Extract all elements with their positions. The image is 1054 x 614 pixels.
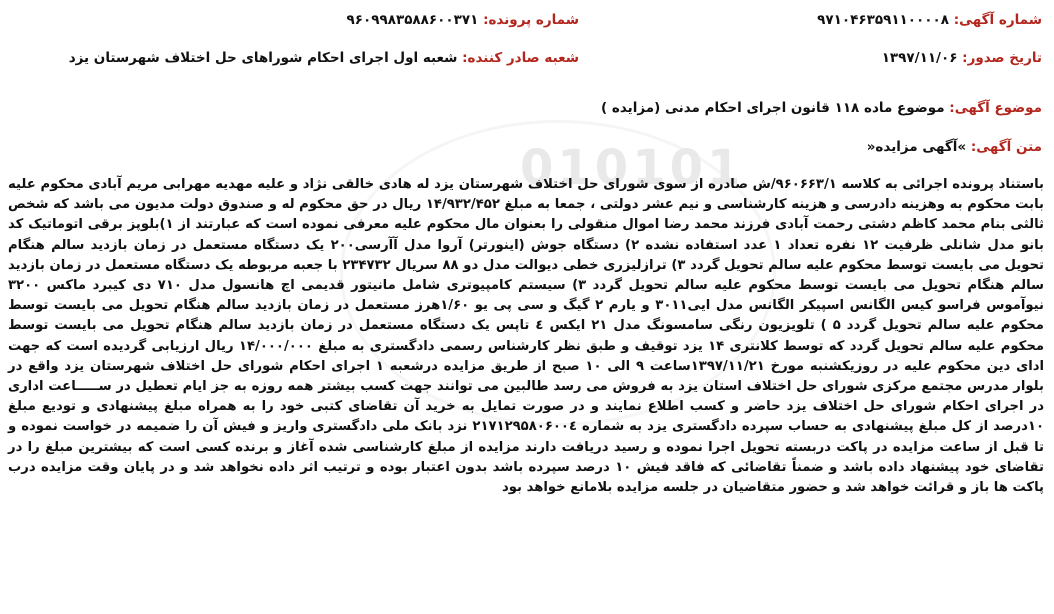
subject-label: موضوع آگهی: (949, 100, 1042, 116)
issuing-branch-value: شعبه اول اجرای احکام شوراهای حل اختلاف شهرستان یزد (68, 50, 458, 66)
issue-date-value: ۱۳۹۷/۱۱/۰۶ (881, 50, 958, 66)
ad-number-value: ۹۷۱۰۴۶۳۵۹۱۱۰۰۰۰۸ (817, 12, 949, 28)
file-number-label: شماره پرونده: (483, 12, 579, 28)
notice-body: باستناد پرونده اجرائی به کلاسه ۹۶۰۶۶۳/۱/ش صادره از سوی شورای حل اختلاف شهرستان یزد له هادی خالقی نژاد و علیه مهدیه مهرابی مریم آبادی محکوم علیه بابت محکوم به وهزینه دادرسی و هزینه کارشناسی و نیم عشر دولتی ، جمعا به مبلغ ۱۴/۹۳۲/۴۵۲ ریال در حق محکوم له و صندوق دولت مدیون می باشد که شخص ثالثی بنام محمد کاظم دشتی رحمت آبادی فرزند محمد رضا اموال منقولی را بعنوان مال محکوم علیه معرفی نموده است که عبارتند از ۱)بلوپز برقی اتوماتیک کد بانو مدل شانلی ظرفیت ۱۲ نفره تعداد ۱ عدد استفاده نشده ۲) دستگاه جوش (اینورتر) آروا مدل آآرسی۲۰۰ یک دستگاه مستعمل در زمان بازدید سالم هنگام تحویل می بایست توسط محکوم علیه سالم تحویل گردد ۳) ترازلیزری خطی دیوالت مدل دو ۸۸ سریال ۲۳۴۷۳۲ با جعبه مربوطه یک دستگاه مستعمل در زمان بازدید سالم هنگام تحویل می بایست توسط محکوم علیه سالم تحویل گردد ۳) سیستم کامپیوتری شامل مانیتور قدیمی اچ هانسول مدل ۷۱۰ دی کیبرد ماکس ۳۲۰۰ نیوآموس فراسو کیس الگانس اسپیکر الگانس مدل ایی۳۰۱۱ و یارم ۲ گیگ و سی پی یو ۱/۶۰هرز مستعمل در زمان بازدید سالم هنگام تحویل می بایست توسط محکوم علیه سالم تحویل گردد ۵ ) تلویزیون رنگی سامسونگ مدل ۲۱ ایکس ٤ تاپس یک دستگاه مستعمل در زمان بازدید سالم هنگام تحویل می بایست توسط محکوم علیه سالم تحویل گردد که توسط کلانتری ۱۴ یزد توقیف و طبق نظر کارشناس رسمی دادگستری به مبلغ ۱۴/۰۰۰/۰۰۰ ریال ارزیابی گردیده است که جهت ادای دین محکوم علیه در روزیکشنبه مورخ ۱۳۹۷/۱۱/۲۱ساعت ۹ الی ۱۰ صبح از طریق مزایده درشعبه ۱ اجرای احکام شورای حل اختلاف شهرستان یزد واقع در بلوار مدرس مجتمع مرکزی شورای حل اختلاف استان یزد به فروش می رسد طالبین می توانند جهت کسب بیشتر همه روزه به جز ایام تعطیل در ســـــاعت اداری در اجرای احکام شورای حل اختلاف یزد حاضر و کسب اطلاع نمایند و در صورت تمایل به خرید آن تقاضای کتبی خود را به همراه مبلغ پیشنهادی و تودیع مبلغ ۱۰درصد از کل مبلغ پیشنهادی به حساب سپرده دادگستری یزد به شماره ۲۱۷۱۲۹۵۸۰۶۰۰٤ نزد بانک ملی دادگستری واریز و فیش آن را ضمیمه در خواست نموده و تا قبل از ساعت مزایده در پاکت دربسته تحویل اجرا نموده و رسید دریافت دارند مزایده از مبلغ کارشناسی شده آغاز و برنده کسی است که بیشترین مبلغ را در تقاضای خود پیشنهاد داده باشد و ضمناً تقاضائی که فاقد فیش ۱۰ درصد سپرده باشد بدون اعتبار بوده و ترتیب اثر داده نخواهد شد و در پایان وقت مزایده درب پاکت ها باز و قرائت خواهد شد و حضور متقاضیان در جلسه مزایده بلامانع خواهد بود (8, 177, 1045, 496)
text-header-label: متن آگهی: (970, 139, 1042, 155)
ad-number (817, 12, 1042, 28)
notice-subject (601, 100, 1042, 116)
ad-number-label: شماره آگهی: (953, 12, 1042, 28)
notice-text-header (867, 139, 1042, 155)
file-number (347, 12, 579, 28)
issuing-branch (69, 50, 579, 66)
issuing-branch-label: شعبه صادر کننده: (462, 50, 579, 66)
file-number-value: ۹۶۰۹۹۸۳۵۸۸۶۰۰۳۷۱ (346, 12, 479, 28)
watermark-number: 010101 (520, 140, 745, 196)
issue-date (882, 50, 1042, 66)
issue-date-label: تاریخ صدور: (962, 50, 1042, 66)
text-header-value: »آگهی مزایده« (866, 139, 967, 155)
subject-value: موضوع ماده ۱۱۸ قانون اجرای احکام مدنی (مزایده ) (601, 100, 945, 116)
